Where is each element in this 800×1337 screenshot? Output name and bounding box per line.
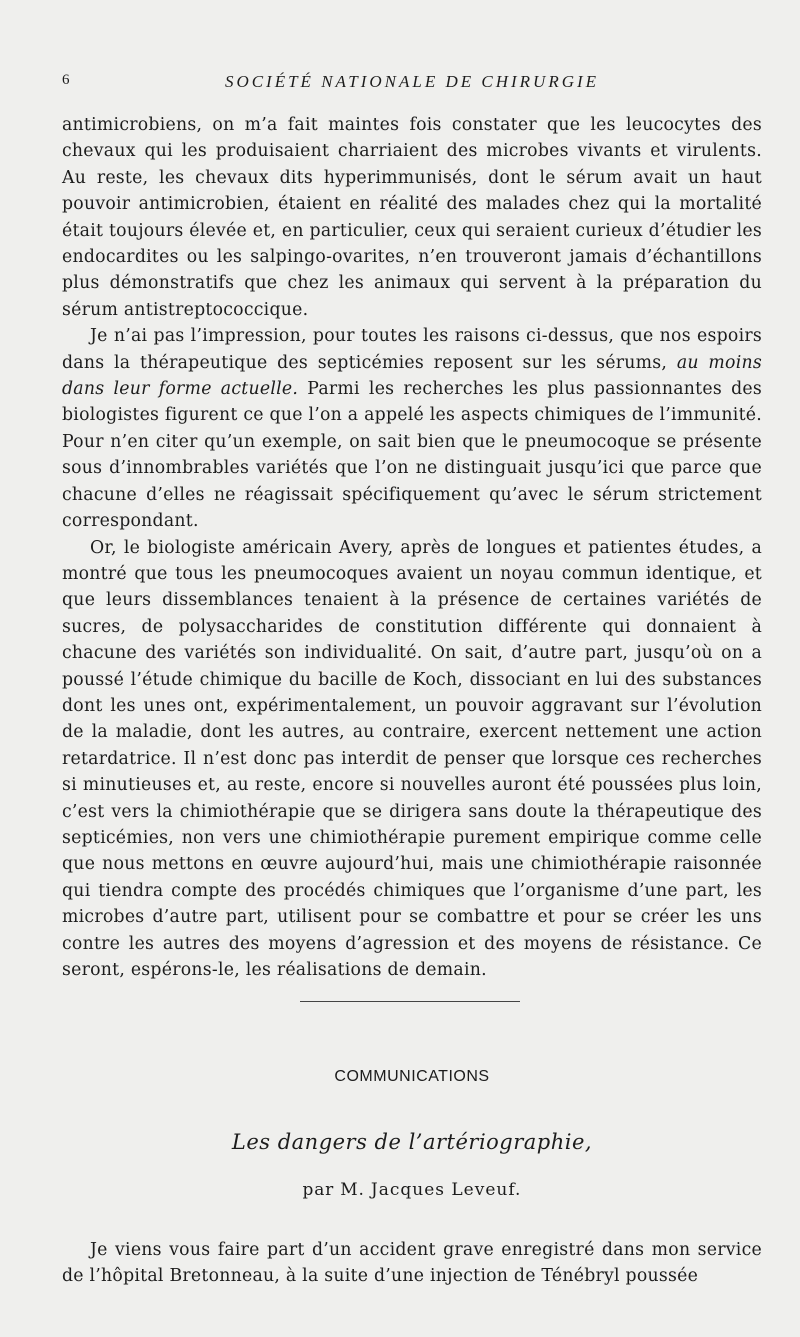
paragraph-1: antimicrobiens, on m’a fait maintes fois constater que les leucocytes des chevaux qui les produisaient charriaient des microbes vivants et virulents. Au reste, les chevaux dits hyperimmunisés, dont le sérum avait un haut pouvoir antimicrobien, étaient en réalité des malades chez qui la mortalité était toujours élevée et, en particulier, ceux qui seraient curieux d’étudier les endocardites ou les salpingo-ovarites, n’en trouveront jamais d’échantillons plus démonstratifs que chez les animaux qui servent à la préparation du sérum antistreptococcique.: [62, 115, 762, 320]
author-name: Jacques Leveuf.: [370, 1180, 522, 1200]
section-divider: [300, 1001, 520, 1002]
page-number: 6: [62, 72, 70, 88]
article-paragraph-1: Je viens vous faire part d’un accident grave enregistré dans mon service de l’hôpital Bretonneau, à la suite d’une injection de Ténébryl poussée: [62, 1240, 762, 1287]
byline-prefix: par M.: [302, 1180, 371, 1200]
article-title: Les dangers de l’artériographie,: [231, 1130, 593, 1154]
section-heading: COMMUNICATIONS: [334, 1068, 490, 1085]
continued-text: [62, 112, 762, 983]
page-header: [62, 72, 762, 96]
running-head: SOCIÉTÉ NATIONALE DE CHIRURGIE: [224, 72, 600, 91]
paragraph-2-end: Parmi les recherches les plus passionnantes des biologistes figurent ce que l’on a appelé les aspects chimiques de l’immunité. Pour n’en citer qu’un exemple, on sait bien que le pneumocoque se présente sous d’innombrables variétés que l’on ne distinguait jusqu’ici que parce que chacune d’elles ne réagissait spécifiquement qu’avec le sérum strictement correspondant.: [62, 379, 762, 532]
paragraph-2-italic: au moins dans leur forme actuelle.: [62, 352, 762, 400]
byline: [62, 1180, 762, 1200]
paragraph-2-start: Je n’ai pas l’impression, pour toutes les raisons ci-dessus, que nos espoirs dans la thérapeutique des septicémies reposent sur les sérums,: [62, 326, 762, 373]
paragraph-3: Or, le biologiste américain Avery, après de longues et patientes études, a montré que tous les pneumocoques avaient un noyau commun identique, et que leurs dissemblances tenaient à la présence de certaines variétés de sucres, de polysaccharides de constitution différente qui donnaient à chacune des variétés son individualité. On sait, d’autre part, jusqu’où on a poussé l’étude chimique du bacille de Koch, dissociant en lui des substances dont les unes ont, expérimentalement, un pouvoir aggravant sur l’évolution de la maladie, dont les autres, au contraire, exercent nettement une action retardatrice. Il n’est donc pas interdit de penser que lorsque ces recherches si minutieuses et, au reste, encore si nouvelles auront été poussées plus loin, c’est vers la chimiothérapie que se dirigera sans doute la thérapeutique des septicémies, non vers une chimiothérapie purement empirique comme celle que nous mettons en œuvre aujourd’hui, mais une chimiothérapie raisonnée qui tiendra compte des procédés chimiques que l’organisme d’une part, les microbes d’autre part, utilisent pour se combattre et pour se créer les uns contre les autres des moyens d’agression et des moyens de résistance. Ce seront, espérons-le, les réalisations de demain.: [62, 537, 762, 980]
paragraph-2: [62, 323, 762, 534]
article-body: [62, 1237, 762, 1290]
